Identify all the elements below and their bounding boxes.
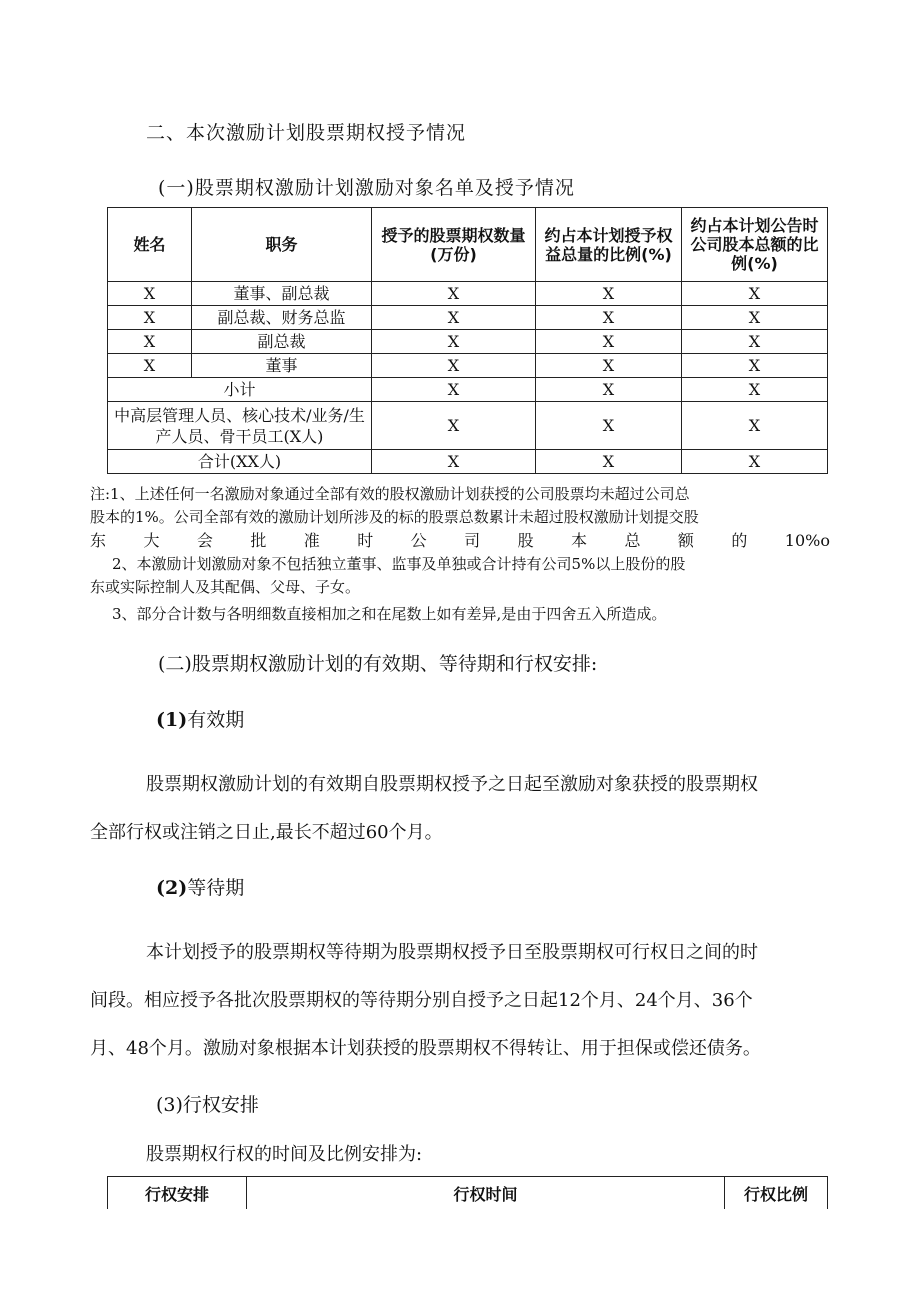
exercise-header-row: [108, 1177, 828, 1210]
waiting-line-3: 月、48个月。激励对象根据本计划获授的股票期权不得转让、用于担保或偿还债务。: [90, 1038, 761, 1059]
cell-value: X: [372, 306, 536, 330]
subtotal-row: [108, 378, 828, 402]
cell-value: X: [682, 306, 828, 330]
note-1-line-1: 注:1、上述任何一名激励对象通过全部有效的股权激励计划获授的公司股票均未超过公司总: [90, 485, 690, 503]
section-title: 二、本次激励计划股票期权授予情况: [146, 122, 467, 144]
exercise-table: [107, 1176, 828, 1209]
cell-value: X: [536, 354, 682, 378]
cell-value: X: [536, 450, 682, 474]
cell-value: X: [682, 378, 828, 402]
exercise-intro: 股票期权行权的时间及比例安排为:: [146, 1144, 423, 1165]
cell-position: 董事: [192, 354, 372, 378]
waiting-heading: [156, 873, 244, 900]
total-label: 合计(XX人): [108, 450, 372, 474]
cell-value: X: [682, 402, 828, 450]
waiting-number: (2): [156, 877, 188, 899]
table-row: [108, 330, 828, 354]
cell-value: X: [372, 450, 536, 474]
header-name: 姓名: [108, 208, 192, 282]
note-1-line-3: 东大会批准时公司股本总额的10%o: [90, 531, 830, 550]
cell-value: X: [372, 330, 536, 354]
waiting-title: 等待期: [187, 877, 245, 899]
waiting-line-2: 间段。相应授予各批次股票期权的等待期分别自授予之日起12个月、24个月、36个: [90, 990, 753, 1011]
subsection-title-schedule: (二)股票期权激励计划的有效期、等待期和行权安排:: [158, 653, 598, 675]
table-row: [108, 354, 828, 378]
others-row: [108, 402, 828, 450]
validity-line-2: 全部行权或注销之日止,最长不超过60个月。: [90, 822, 443, 843]
note-3: 3、部分合计数与各明细数直接相加之和在尾数上如有差异,是由于四舍五入所造成。: [112, 605, 667, 623]
cell-value: X: [536, 306, 682, 330]
cell-value: X: [536, 282, 682, 306]
note-2-line-2: 东或实际控制人及其配偶、父母、子女。: [90, 578, 361, 596]
table-row: [108, 282, 828, 306]
table-row: [108, 306, 828, 330]
note-2-line-1: 2、本激励计划激励对象不包括独立董事、监事及单独或合计持有公司5%以上股份的股: [112, 555, 686, 573]
others-label: 中高层管理人员、核心技术/业务/生产人员、骨干员工(X人): [108, 402, 372, 450]
cell-value: X: [682, 354, 828, 378]
header-exercise-arrangement: 行权安排: [108, 1177, 247, 1210]
cell-position: 董事、副总裁: [192, 282, 372, 306]
subsection-title-grant-list: (一)股票期权激励计划激励对象名单及授予情况: [158, 177, 575, 199]
cell-position: 副总裁、财务总监: [192, 306, 372, 330]
cell-value: X: [682, 330, 828, 354]
validity-heading: [156, 705, 244, 732]
subtotal-label: 小计: [108, 378, 372, 402]
grant-table: [107, 207, 828, 474]
cell-position: 副总裁: [192, 330, 372, 354]
cell-value: X: [372, 402, 536, 450]
header-exercise-time: 行权时间: [247, 1177, 725, 1210]
cell-value: X: [682, 282, 828, 306]
cell-value: X: [536, 330, 682, 354]
waiting-line-1: 本计划授予的股票期权等待期为股票期权授予日至股票期权可行权日之间的时: [146, 942, 758, 963]
note-1-line-2: 股本的1%。公司全部有效的激励计划所涉及的标的股票总数累计未超过股权激励计划提交股: [90, 508, 699, 526]
cell-name: X: [108, 306, 192, 330]
cell-value: X: [536, 378, 682, 402]
validity-line-1: 股票期权激励计划的有效期自股票期权授予之日起至激励对象获授的股票期权: [146, 774, 758, 795]
cell-value: X: [682, 450, 828, 474]
table-header-row: [108, 208, 828, 282]
header-exercise-ratio: 行权比例: [725, 1177, 828, 1210]
cell-value: X: [372, 378, 536, 402]
exercise-heading: (3)行权安排: [156, 1094, 259, 1116]
validity-number: (1): [156, 709, 188, 731]
cell-name: X: [108, 330, 192, 354]
cell-value: X: [536, 402, 682, 450]
cell-name: X: [108, 282, 192, 306]
header-position: 职务: [192, 208, 372, 282]
header-options-granted: 授予的股票期权数量(万份): [372, 208, 536, 282]
cell-name: X: [108, 354, 192, 378]
cell-value: X: [372, 282, 536, 306]
total-row: [108, 450, 828, 474]
header-grant-ratio: 约占本计划授予权益总量的比例(%): [536, 208, 682, 282]
cell-value: X: [372, 354, 536, 378]
header-share-capital-ratio: 约占本计划公告时公司股本总额的比例(%): [682, 208, 828, 282]
validity-title: 有效期: [187, 709, 245, 731]
